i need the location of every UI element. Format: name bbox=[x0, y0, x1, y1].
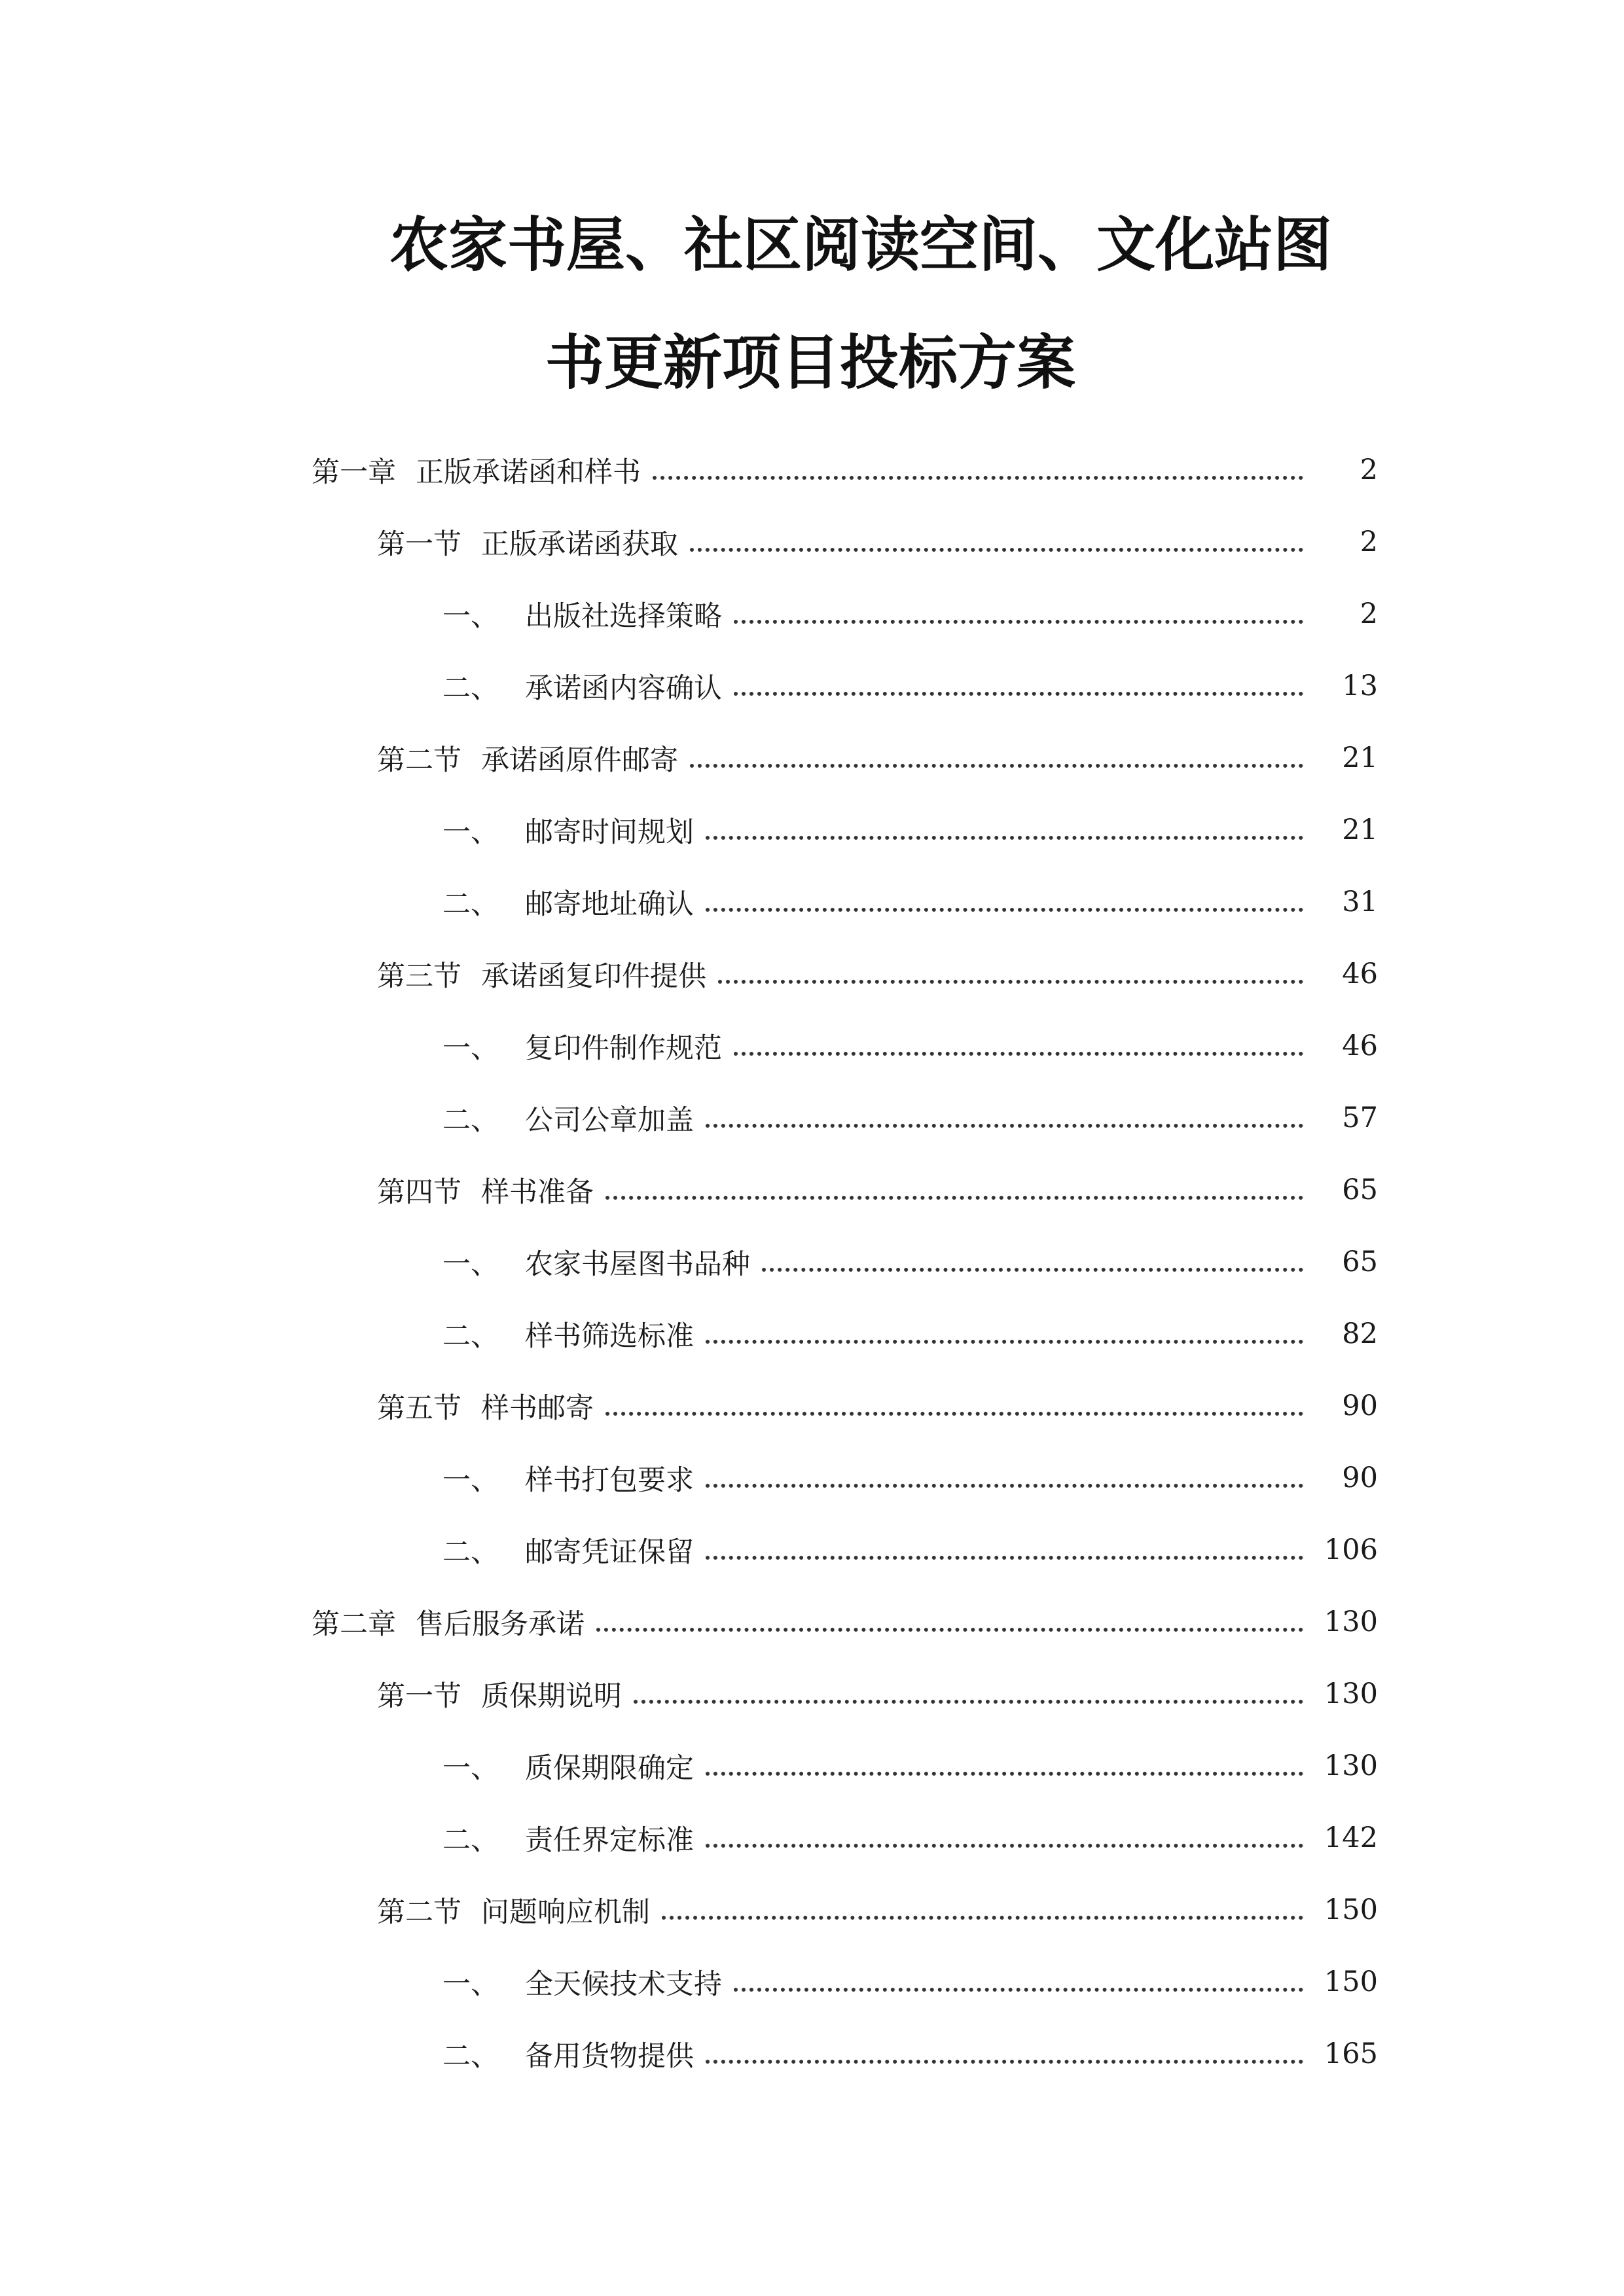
toc-page-number: 150 bbox=[1324, 1893, 1378, 1926]
toc-entry-number: 第一节 bbox=[377, 528, 461, 561]
toc-page-number: 106 bbox=[1324, 1534, 1378, 1566]
toc-entry-title: 公司公章加盖 bbox=[525, 1103, 694, 1137]
toc-dot-leader bbox=[762, 1268, 1303, 1272]
toc-dot-leader bbox=[734, 1052, 1303, 1056]
toc-entry-title: 正版承诺函获取 bbox=[481, 528, 678, 561]
toc-entry-number: 第一章 bbox=[312, 456, 396, 489]
toc-entry-number: 一、 bbox=[442, 1247, 499, 1281]
toc-chapter-entry[interactable] bbox=[0, 434, 1624, 506]
toc-section-entry[interactable] bbox=[0, 1154, 1624, 1226]
toc-subsection-entry[interactable] bbox=[0, 1010, 1624, 1082]
toc-entry-title: 承诺函内容确认 bbox=[525, 672, 722, 705]
toc-subsection-entry[interactable] bbox=[0, 1226, 1624, 1298]
toc-entry-number: 第二节 bbox=[377, 744, 461, 777]
toc-page-number: 90 bbox=[1342, 1462, 1378, 1494]
toc-section-entry[interactable] bbox=[0, 1370, 1624, 1442]
toc-page-number: 150 bbox=[1324, 1965, 1378, 1998]
toc-entry-title: 正版承诺函和样书 bbox=[416, 456, 641, 489]
toc-entry-title: 样书筛选标准 bbox=[525, 1319, 694, 1353]
toc-dot-leader bbox=[718, 980, 1303, 984]
toc-subsection-entry[interactable] bbox=[0, 1802, 1624, 1874]
toc-entry-title: 复印件制作规范 bbox=[525, 1031, 722, 1065]
toc-entry-number: 二、 bbox=[442, 672, 499, 705]
toc-entry-title: 邮寄地址确认 bbox=[525, 888, 694, 921]
toc-page-number: 46 bbox=[1342, 1030, 1378, 1062]
toc-page-number: 130 bbox=[1324, 1677, 1378, 1710]
toc-page-number: 2 bbox=[1360, 598, 1378, 630]
toc-entry-number: 一、 bbox=[442, 816, 499, 849]
toc-section-entry[interactable] bbox=[0, 938, 1624, 1010]
toc-entry-number: 第三节 bbox=[377, 960, 461, 993]
toc-entry-title: 质保期说明 bbox=[481, 1679, 622, 1713]
toc-subsection-entry[interactable] bbox=[0, 1730, 1624, 1802]
toc-entry-number: 二、 bbox=[442, 1823, 499, 1857]
toc-dot-leader bbox=[634, 1700, 1303, 1704]
toc-page-number: 57 bbox=[1342, 1102, 1378, 1134]
toc-dot-leader bbox=[734, 1988, 1303, 1992]
toc-dot-leader bbox=[706, 1844, 1303, 1848]
toc-entry-title: 售后服务承诺 bbox=[416, 1607, 585, 1641]
toc-subsection-entry[interactable] bbox=[0, 2018, 1624, 2090]
toc-dot-leader bbox=[706, 1556, 1303, 1560]
toc-entry-title: 问题响应机制 bbox=[481, 1895, 650, 1929]
toc-entry-title: 出版社选择策略 bbox=[525, 600, 722, 633]
toc-dot-leader bbox=[690, 548, 1303, 552]
toc-page-number: 130 bbox=[1324, 1749, 1378, 1782]
toc-dot-leader bbox=[706, 1484, 1303, 1488]
toc-section-entry[interactable] bbox=[0, 1874, 1624, 1946]
toc-entry-number: 二、 bbox=[442, 2039, 499, 2073]
toc-entry-number: 一、 bbox=[442, 1031, 499, 1065]
toc-subsection-entry[interactable] bbox=[0, 578, 1624, 650]
toc-chapter-entry[interactable] bbox=[0, 1586, 1624, 1658]
toc-page-number: 46 bbox=[1342, 958, 1378, 990]
toc-entry-number: 一、 bbox=[442, 1463, 499, 1497]
toc-entry-number: 一、 bbox=[442, 1967, 499, 2001]
toc-subsection-entry[interactable] bbox=[0, 1298, 1624, 1370]
toc-entry-number: 一、 bbox=[442, 1751, 499, 1785]
toc-entry-number: 第五节 bbox=[377, 1391, 461, 1425]
toc-page-number: 130 bbox=[1324, 1605, 1378, 1638]
toc-subsection-entry[interactable] bbox=[0, 1514, 1624, 1586]
toc-subsection-entry[interactable] bbox=[0, 1946, 1624, 2018]
toc-entry-number: 二、 bbox=[442, 1103, 499, 1137]
toc-entry-title: 质保期限确定 bbox=[525, 1751, 694, 1785]
toc-entry-title: 样书打包要求 bbox=[525, 1463, 694, 1497]
toc-dot-leader bbox=[605, 1412, 1303, 1416]
toc-entry-title: 样书准备 bbox=[481, 1175, 594, 1209]
toc-page-number: 2 bbox=[1360, 454, 1378, 486]
toc-subsection-entry[interactable] bbox=[0, 866, 1624, 938]
toc-entry-number: 二、 bbox=[442, 1319, 499, 1353]
toc-entry-number: 第二章 bbox=[312, 1607, 396, 1641]
toc-page-number: 13 bbox=[1342, 670, 1378, 702]
toc-subsection-entry[interactable] bbox=[0, 650, 1624, 722]
toc-entry-title: 邮寄凭证保留 bbox=[525, 1535, 694, 1569]
toc-dot-leader bbox=[706, 2060, 1303, 2064]
toc-entry-title: 承诺函原件邮寄 bbox=[481, 744, 678, 777]
toc-entry-title: 全天候技术支持 bbox=[525, 1967, 722, 2001]
toc-page-number: 165 bbox=[1324, 2037, 1378, 2070]
document-title-line-2: 书更新项目投标方案 bbox=[545, 329, 1075, 397]
document-title-line-1: 农家书屋、社区阅读空间、文化站图 bbox=[389, 211, 1332, 279]
toc-entry-number: 第四节 bbox=[377, 1175, 461, 1209]
table-of-contents bbox=[0, 434, 1624, 2090]
toc-entry-number: 第二节 bbox=[377, 1895, 461, 1929]
toc-dot-leader bbox=[653, 476, 1303, 480]
toc-dot-leader bbox=[662, 1916, 1303, 1920]
toc-entry-number: 二、 bbox=[442, 888, 499, 921]
toc-dot-leader bbox=[706, 908, 1303, 912]
toc-page-number: 82 bbox=[1342, 1318, 1378, 1350]
toc-subsection-entry[interactable] bbox=[0, 1082, 1624, 1154]
toc-section-entry[interactable] bbox=[0, 1658, 1624, 1730]
toc-page-number: 90 bbox=[1342, 1390, 1378, 1422]
toc-section-entry[interactable] bbox=[0, 722, 1624, 794]
toc-subsection-entry[interactable] bbox=[0, 1442, 1624, 1514]
toc-page-number: 65 bbox=[1342, 1174, 1378, 1206]
toc-dot-leader bbox=[706, 836, 1303, 840]
toc-page-number: 21 bbox=[1342, 742, 1378, 774]
toc-dot-leader bbox=[690, 764, 1303, 768]
toc-entry-title: 农家书屋图书品种 bbox=[525, 1247, 750, 1281]
toc-dot-leader bbox=[706, 1340, 1303, 1344]
toc-entry-title: 责任界定标准 bbox=[525, 1823, 694, 1857]
toc-entry-number: 第一节 bbox=[377, 1679, 461, 1713]
toc-page-number: 21 bbox=[1342, 814, 1378, 846]
toc-entry-title: 邮寄时间规划 bbox=[525, 816, 694, 849]
toc-dot-leader bbox=[596, 1628, 1303, 1632]
toc-dot-leader bbox=[734, 692, 1303, 696]
toc-dot-leader bbox=[706, 1124, 1303, 1128]
toc-page-number: 31 bbox=[1342, 886, 1378, 918]
toc-entry-title: 样书邮寄 bbox=[481, 1391, 594, 1425]
toc-page-number: 65 bbox=[1342, 1246, 1378, 1278]
toc-entry-number: 二、 bbox=[442, 1535, 499, 1569]
toc-dot-leader bbox=[706, 1772, 1303, 1776]
toc-entry-title: 备用货物提供 bbox=[525, 2039, 694, 2073]
toc-page-number: 142 bbox=[1324, 1821, 1378, 1854]
toc-dot-leader bbox=[605, 1196, 1303, 1200]
toc-entry-number: 一、 bbox=[442, 600, 499, 633]
toc-page-number: 2 bbox=[1360, 526, 1378, 558]
toc-entry-title: 承诺函复印件提供 bbox=[481, 960, 706, 993]
toc-section-entry[interactable] bbox=[0, 506, 1624, 578]
toc-subsection-entry[interactable] bbox=[0, 794, 1624, 866]
toc-dot-leader bbox=[734, 620, 1303, 624]
